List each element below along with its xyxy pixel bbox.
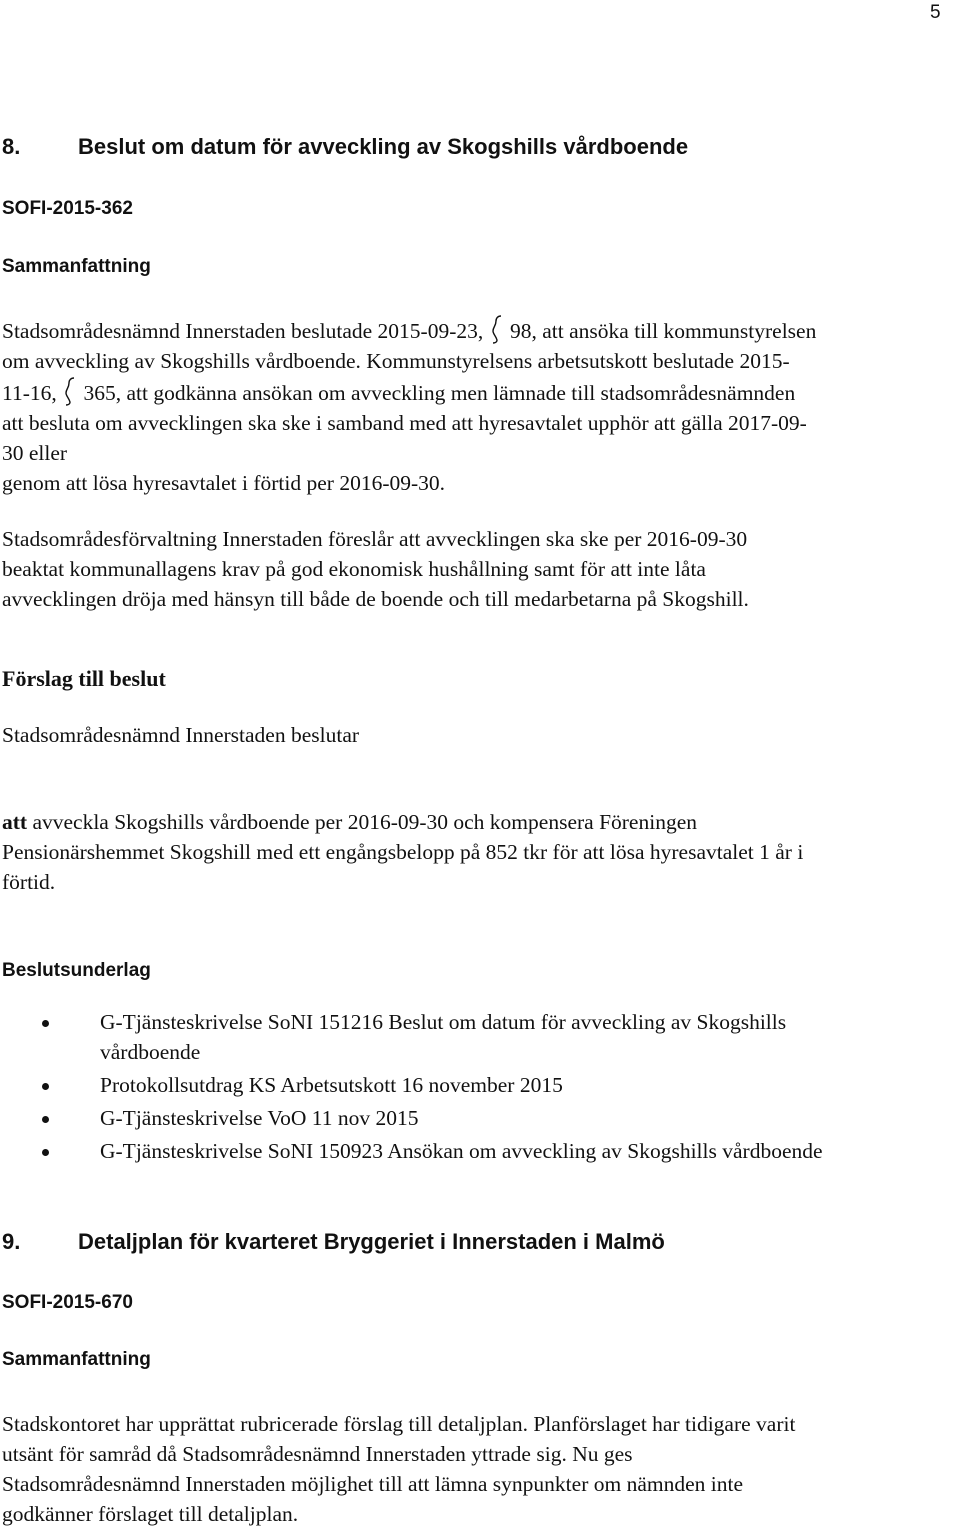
section-9-heading bbox=[2, 1228, 665, 1256]
text-line: att avveckla Skogshills vårdboende per 2016-09-30 och kompensera Föreningen bbox=[2, 810, 697, 834]
section-8-title: Beslut om datum för avveckling av Skogshills vårdboende bbox=[78, 134, 689, 159]
text-line: 30 eller bbox=[2, 441, 68, 465]
text-line: Stadskontoret har upprättat rubricerade förslag till detaljplan. Planförslaget har tidigare varit bbox=[2, 1412, 796, 1436]
text-line: 11-16, 365, att godkänna ansökan om avveckling men lämnade till stadsområdesnämnden bbox=[2, 376, 960, 408]
bullet-icon bbox=[42, 1020, 49, 1027]
bullet-icon bbox=[42, 1083, 49, 1090]
section-9-summary-heading: Sammanfattning bbox=[2, 1349, 151, 1370]
section-8-recommendation-paragraph bbox=[2, 524, 749, 614]
section-sign-icon bbox=[62, 376, 78, 406]
text-line: beaktat kommunallagens krav på god ekonomisk hushållning samt för att inte låta bbox=[2, 557, 706, 581]
text-line: Pensionärshemmet Skogshill med ett engångsbelopp på 852 tkr för att lösa hyresavtalet 1 år i bbox=[2, 840, 804, 864]
text-line: om avveckling av Skogshills vårdboende. Kommunstyrelsens arbetsutskott beslutade 2015- bbox=[2, 349, 790, 373]
page-number: 5 bbox=[930, 2, 941, 23]
list-item: G-Tjänsteskrivelse SoNI 151216 Beslut om datum för avveckling av Skogshills vårdboende bbox=[0, 1007, 960, 1067]
text-line: utsänt för samråd då Stadsområdesnämnd Innerstaden yttrade sig. Nu ges bbox=[2, 1442, 633, 1466]
text-line: avvecklingen dröja med hänsyn till både de boende och till medarbetarna på Skogshill. bbox=[2, 587, 749, 611]
decision-paragraph bbox=[2, 807, 803, 897]
list-item: Protokollsutdrag KS Arbetsutskott 16 november 2015 bbox=[0, 1070, 960, 1100]
section-8-heading bbox=[2, 133, 688, 161]
text-line: Stadsområdesförvaltning Innerstaden föreslår att avvecklingen ska ske per 2016-09-30 bbox=[2, 527, 748, 551]
basis-heading: Beslutsunderlag bbox=[2, 960, 151, 981]
list-item: G-Tjänsteskrivelse VoO 11 nov 2015 bbox=[0, 1103, 960, 1133]
text-line: att besluta om avvecklingen ska ske i samband med att hyresavtalet upphör att gälla 2017-09- bbox=[2, 411, 807, 435]
text-line: Stadsområdesnämnd Innerstaden beslutade 2015-09-23, 98, att ansöka till kommunstyrelsen bbox=[2, 314, 960, 346]
text-line: Stadsområdesnämnd Innerstaden möjlighet till att lämna synpunkter om nämnden inte bbox=[2, 1472, 743, 1496]
list-item: G-Tjänsteskrivelse SoNI 150923 Ansökan om avveckling av Skogshills vårdboende bbox=[0, 1136, 960, 1166]
decides-line: Stadsområdesnämnd Innerstaden beslutar bbox=[2, 723, 360, 747]
section-9-reference: SOFI-2015-670 bbox=[2, 1292, 133, 1313]
proposal-heading: Förslag till beslut bbox=[2, 666, 166, 691]
att-keyword: att bbox=[2, 810, 28, 834]
section-sign-icon bbox=[489, 314, 505, 344]
section-8-summary-heading: Sammanfattning bbox=[2, 256, 151, 277]
text-line: godkänner förslaget till detaljplan. bbox=[2, 1502, 299, 1526]
text-line: förtid. bbox=[2, 870, 56, 894]
section-9-title: Detaljplan för kvarteret Bryggeriet i Innerstaden i Malmö bbox=[78, 1229, 665, 1254]
section-9-number: 9. bbox=[2, 1229, 21, 1254]
section-8-number: 8. bbox=[2, 134, 21, 159]
section-8-reference: SOFI-2015-362 bbox=[2, 198, 133, 219]
section-8-summary-paragraph bbox=[2, 314, 960, 498]
basis-list bbox=[0, 1007, 960, 1166]
bullet-icon bbox=[42, 1149, 49, 1156]
section-9-summary-paragraph bbox=[2, 1409, 795, 1529]
bullet-icon bbox=[42, 1116, 49, 1123]
text-line: genom att lösa hyresavtalet i förtid per 2016-09-30. bbox=[2, 471, 446, 495]
